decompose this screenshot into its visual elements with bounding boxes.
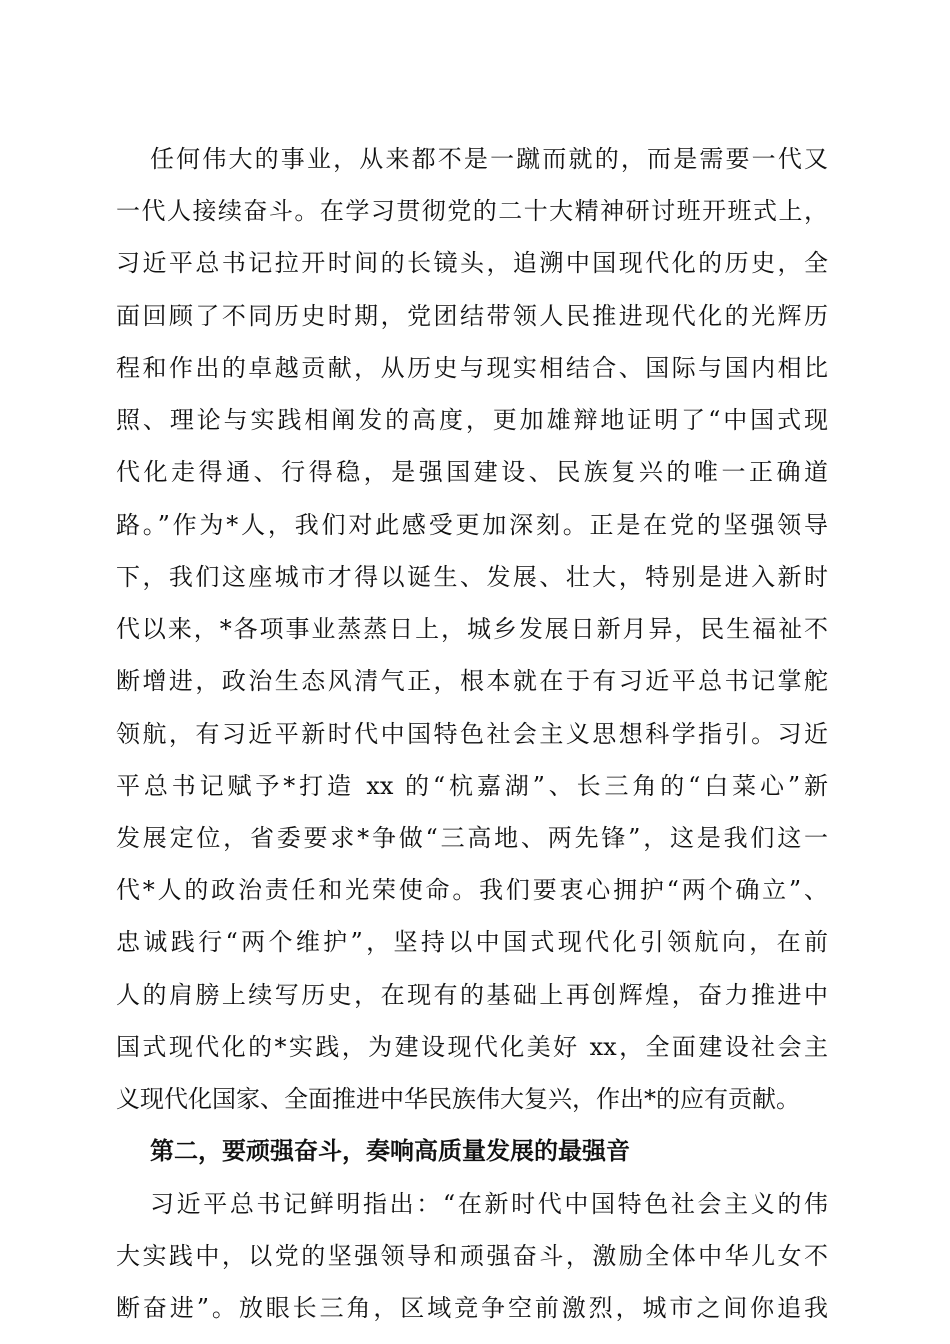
paragraph-1-line-19: 义现代化国家、全面推进中华民族伟大复兴，作出*的应有贡献。: [116, 1085, 800, 1113]
paragraph-1-line-11: 断增进，政治生态风清气正，根本就在于有习近平总书记掌舵: [116, 667, 828, 695]
paragraph-1-line-3: 习近平总书记拉开时间的长镜头，追溯中国现代化的历史，全: [116, 249, 828, 277]
paragraph-1-line-12: 领航，有习近平新时代中国特色社会主义思想科学指引。习近: [116, 720, 828, 748]
paragraph-1-line-1: 任何伟大的事业，从来都不是一蹴而就的，而是需要一代又: [150, 145, 828, 173]
paragraph-1-line-4: 面回顾了不同历史时期，党团结带领人民推进现代化的光辉历: [116, 302, 828, 330]
paragraph-1-line-14: 发展定位，省委要求*争做“三高地、两先锋”，这是我们这一: [116, 824, 828, 852]
paragraph-2-line-3: 断奋进”。放眼长三角，区域竞争空前激烈，城市之间你追我: [116, 1294, 828, 1322]
paragraph-1-line-13: 平总书记赋予*打造 xx 的“杭嘉湖”、长三角的“白菜心”新: [116, 772, 828, 800]
paragraph-1-line-7: 代化走得通、行得稳，是强国建设、民族复兴的唯一正确道: [116, 458, 828, 486]
paragraph-1-line-16: 忠诚践行“两个维护”，坚持以中国式现代化引领航向，在前: [116, 928, 828, 956]
paragraph-1-line-10: 代以来，*各项事业蒸蒸日上，城乡发展日新月异，民生福祉不: [116, 615, 828, 643]
section-heading: 第二，要顽强奋斗，奏响高质量发展的最强音: [150, 1137, 630, 1165]
paragraph-1-line-18: 国式现代化的*实践，为建设现代化美好 xx，全面建设社会主: [116, 1033, 828, 1061]
paragraph-1-line-2: 一代人接续奋斗。在学习贯彻党的二十大精神研讨班开班式上，: [116, 197, 828, 225]
paragraph-1-line-17: 人的肩膀上续写历史，在现有的基础上再创辉煌，奋力推进中: [116, 981, 828, 1009]
paragraph-1-line-6: 照、理论与实践相阐发的高度，更加雄辩地证明了“中国式现: [116, 406, 828, 434]
paragraph-1-line-15: 代*人的政治责任和光荣使命。我们要衷心拥护“两个确立”、: [116, 876, 828, 904]
paragraph-2-line-1: 习近平总书记鲜明指出：“在新时代中国特色社会主义的伟: [150, 1190, 828, 1218]
paragraph-2-line-2: 大实践中，以党的坚强领导和顽强奋斗，激励全体中华儿女不: [116, 1242, 828, 1270]
paragraph-1-line-5: 程和作出的卓越贡献，从历史与现实相结合、国际与国内相比: [116, 354, 828, 382]
paragraph-1-line-9: 下，我们这座城市才得以诞生、发展、壮大，特别是进入新时: [116, 563, 828, 591]
paragraph-1-line-8: 路。”作为*人，我们对此感受更加深刻。正是在党的坚强领导: [116, 511, 828, 539]
